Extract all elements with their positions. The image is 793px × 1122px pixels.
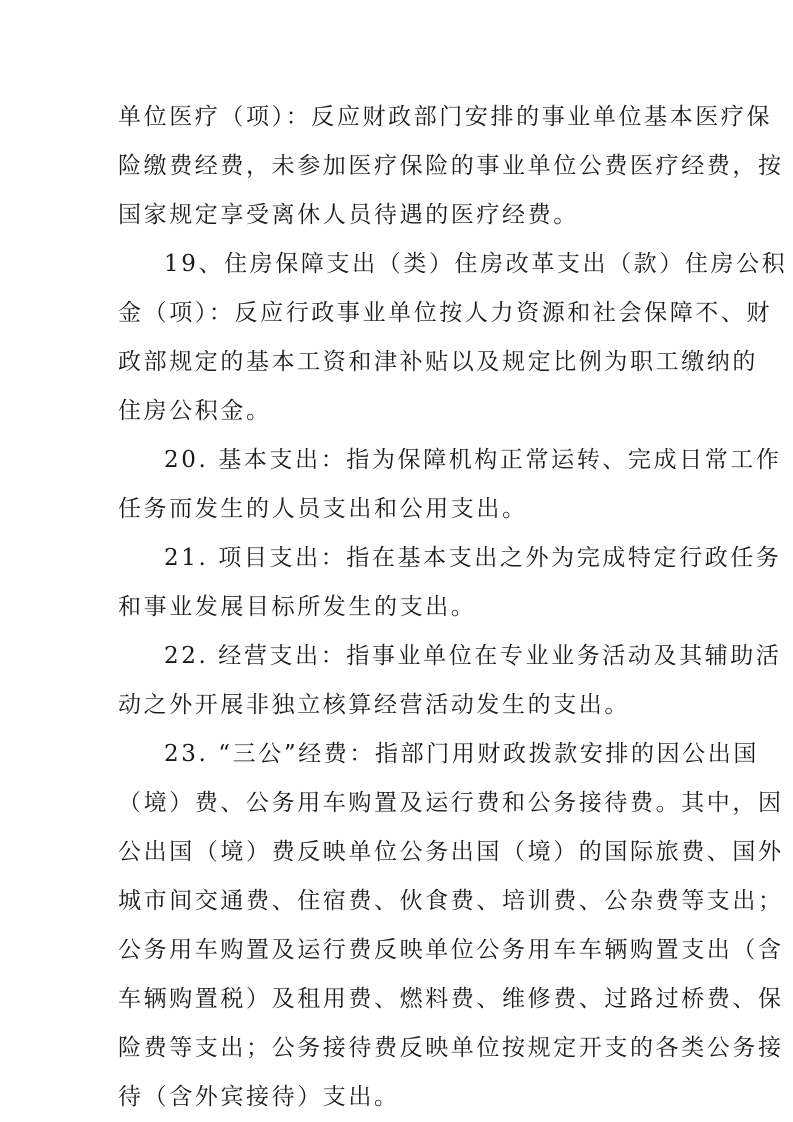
- text-line-4: 19、住房保障支出（类）住房改革支出（款）住房公积: [164, 251, 788, 277]
- text-line-7: 住房公积金。: [118, 398, 272, 424]
- text-line-21: 待（含外宾接待）支出。: [118, 1084, 400, 1110]
- text-line-1: 单位医疗（项）：反应财政部门安排的事业单位基本医疗保: [118, 104, 773, 130]
- text-line-2: 险缴费经费，未参加医疗保险的事业单位公费医疗经费，按: [118, 153, 784, 179]
- text-line-8: 20. 基本支出：指为保障机构正常运转、完成日常工作: [164, 447, 782, 473]
- text-line-11: 和事业发展目标所发生的支出。: [118, 594, 477, 620]
- text-line-12: 22. 经营支出：指事业单位在专业业务活动及其辅助活: [164, 643, 782, 669]
- text-line-18: 公务用车购置及运行费反映单位公务用车车辆购置支出（含: [118, 937, 784, 963]
- text-line-3: 国家规定享受离休人员待遇的医疗经费。: [118, 202, 579, 228]
- text-line-10: 21. 项目支出：指在基本支出之外为完成特定行政任务: [164, 545, 782, 571]
- text-line-16: 公出国（境）费反映单位公务出国（境）的国际旅费、国外: [118, 839, 784, 865]
- text-line-19: 车辆购置税）及租用费、燃料费、维修费、过路过桥费、保: [118, 986, 784, 1012]
- text-line-6: 政部规定的基本工资和津补贴以及规定比例为职工缴纳的: [118, 349, 758, 375]
- text-line-13: 动之外开展非独立核算经营活动发生的支出。: [118, 692, 630, 718]
- text-line-9: 任务而发生的人员支出和公用支出。: [118, 496, 528, 522]
- text-line-5: 金（项）：反应行政事业单位按人力资源和社会保障不、财: [118, 300, 773, 326]
- text-line-14: 23. “三公”经费：指部门用财政拨款安排的因公出国: [164, 741, 760, 767]
- text-line-17: 城市间交通费、住宿费、伙食费、培训费、公杂费等支出；: [118, 888, 784, 914]
- text-line-20: 险费等支出；公务接待费反映单位按规定开支的各类公务接: [118, 1035, 784, 1061]
- text-line-15: （境）费、公务用车购置及运行费和公务接待费。其中，因: [118, 790, 784, 816]
